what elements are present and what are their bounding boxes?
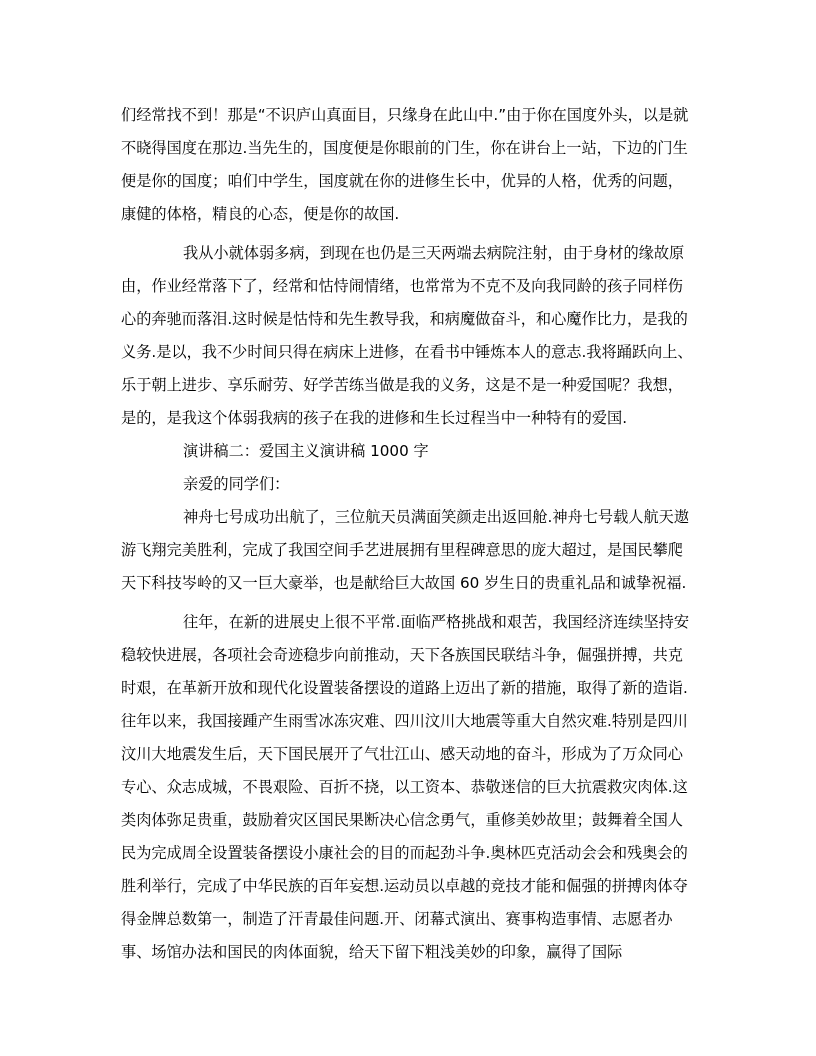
paragraph-continuation: 们经常找不到！那是“不识庐山真面目，只缘身在此山中.”由于你在国度外头，以是就不晓得国度在那边.当先生的，国度便是你眼前的门生，你在讲台上一站，下边的门生便是你的国度；咱们中学生，国度就在你的进修生长中，优异的人格，优秀的问题，康健的体格，精良的心态，便是你的故国. <box>121 106 689 223</box>
speech-heading: 演讲稿二：爱国主义演讲稿 1000 字 <box>183 442 429 460</box>
paragraph-past-year: 往年，在新的进展史上很不平常.面临严格挑战和艰苦，我国经济连续坚持安稳较快进展，各项社会奇迹稳步向前推动，天下各族国民联结斗争，倔强拼搏，共克时艰，在革新开放和现代化设置装备摆设的道路上迈出了新的措施，取得了新的造诣.往年以来，我国接踵产生雨雪冰冻灾难、四川汶川大地震等重大自然灾难.特别是四川汶川大地震发生后，天下国民展开了气壮江山、感天动地的奋斗，形成为了万众同心专心、众志成城，不畏艰险、百折不挠，以工资本、恭敬迷信的巨大抗震救灾肉体.这类肉体弥足贵重，鼓励着灾区国民果断决心信念勇气，重修美妙故里；鼓舞着全国人民为完成周全设置装备摆设小康社会的目的而起劲斗争.奥林匹克活动会会和残奥会的胜利举行，完成了中华民族的百年妄想.运动员以卓越的竞技才能和倔强的拼搏肉体夺得金牌总数第一，制造了汗青最佳问题.开、闭幕式演出、赛事构造事情、志愿者办事、场馆办法和国民的肉体面貌，给天下留下粗浅美妙的印象，赢得了国际 <box>121 613 690 961</box>
paragraph-shenzhou: 神舟七号成功出航了，三位航天员满面笑颜走出返回舱.神舟七号载人航天遨游飞翔完美胜利，完成了我国空间手艺进展拥有里程碑意思的庞大超过，是国民攀爬天下科技岑岭的又一巨大豪举，也是献给巨大故国 60 岁生日的贵重礼品和诚挚祝福. <box>121 508 690 592</box>
salutation: 亲爱的同学们： <box>183 475 290 493</box>
paragraph-illness: 我从小就体弱多病，到现在也仍是三天两端去病院注射，由于身材的缘故原由，作业经常落下了，经常和怙恃闹情绪，也常常为不克不及向我同龄的孩子同样伤心的奔驰而落泪.这时候是怙恃和先生教导我，和病魔做奋斗，和心魔作比力，是我的义务.是以，我不少时间只得在病床上进修，在看书中锤炼本人的意志.我将踊跃向上、乐于朝上进步、享乐耐劳、好学苦练当做是我的义务，这是不是一种爱国呢？我想，是的，是我这个体弱我病的孩子在我的进修和生长过程当中一种特有的爱国. <box>121 244 693 427</box>
document-body <box>121 99 696 969</box>
